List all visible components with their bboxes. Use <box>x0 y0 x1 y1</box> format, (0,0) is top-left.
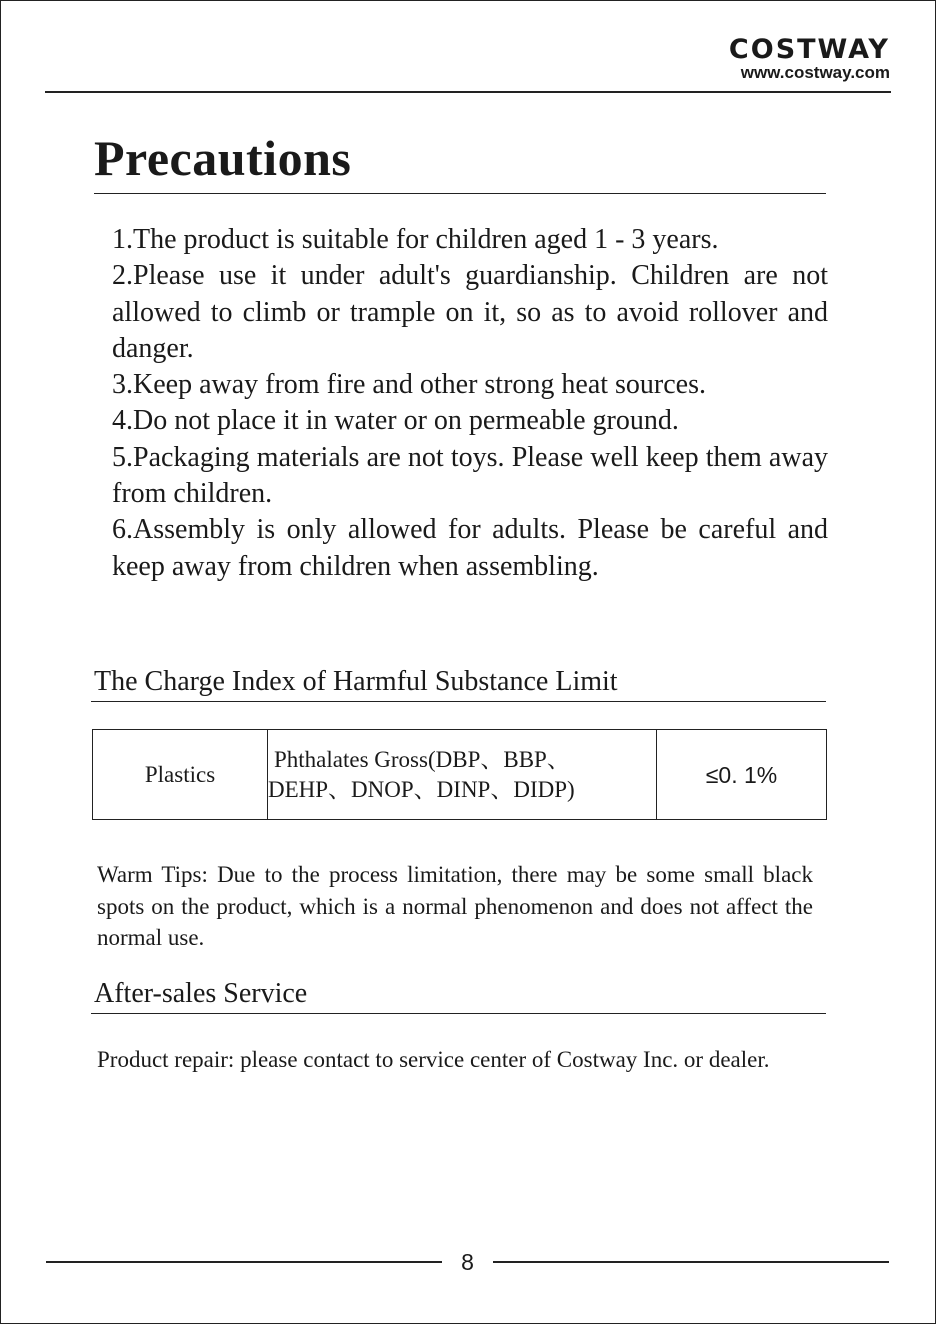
page-number: 8 <box>461 1249 474 1275</box>
page-title: Precautions <box>94 130 352 186</box>
material-cell: Plastics <box>93 730 268 820</box>
precautions-list <box>112 222 828 585</box>
substance-line: Phthalates Gross(DBP、BBP、 <box>274 746 570 772</box>
brand-block <box>729 36 890 82</box>
title-rule <box>94 193 826 194</box>
precaution-item: 2.Please use it under adult's guardianship. Children are not allowed to climb or trample on it, so as to avoid rollover and danger. <box>112 260 828 364</box>
precaution-item: 5.Packaging materials are not toys. Please well keep them away from children. <box>112 441 828 510</box>
brand-url: www.costway.com <box>740 63 890 82</box>
footer-rule-left <box>46 1261 442 1263</box>
precaution-item: 3.Keep away from fire and other strong heat sources. <box>112 369 707 401</box>
header-rule <box>45 91 891 93</box>
after-sales-rule <box>91 1013 826 1014</box>
footer-rule-right <box>493 1261 889 1263</box>
brand-logo: COSTWAY <box>728 34 890 65</box>
warm-tips: Warm Tips: Due to the process limitation, there may be some small black spots on the product, which is a normal phenomenon and does not affect the normal use. <box>97 862 813 950</box>
harmful-substance-heading: The Charge Index of Harmful Substance Limit <box>94 666 618 697</box>
table-row <box>93 730 827 820</box>
substance-limit-table <box>92 729 827 820</box>
precaution-item: 4.Do not place it in water or on permeable ground. <box>112 405 679 437</box>
after-sales-heading: After-sales Service <box>94 978 308 1009</box>
substance-line: DEHP、DNOP、DINP、DIDP) <box>268 776 575 802</box>
harmful-substance-rule <box>91 701 826 702</box>
limit-cell: ≤0. 1% <box>657 730 827 820</box>
precaution-item: 6.Assembly is only allowed for adults. Please be careful and keep away from children when assembling. <box>112 514 828 582</box>
precaution-item: 1.The product is suitable for children aged 1 - 3 years. <box>112 224 719 255</box>
substance-cell <box>268 730 657 820</box>
after-sales-text: Product repair: please contact to service center of Costway Inc. or dealer. <box>97 1047 770 1072</box>
